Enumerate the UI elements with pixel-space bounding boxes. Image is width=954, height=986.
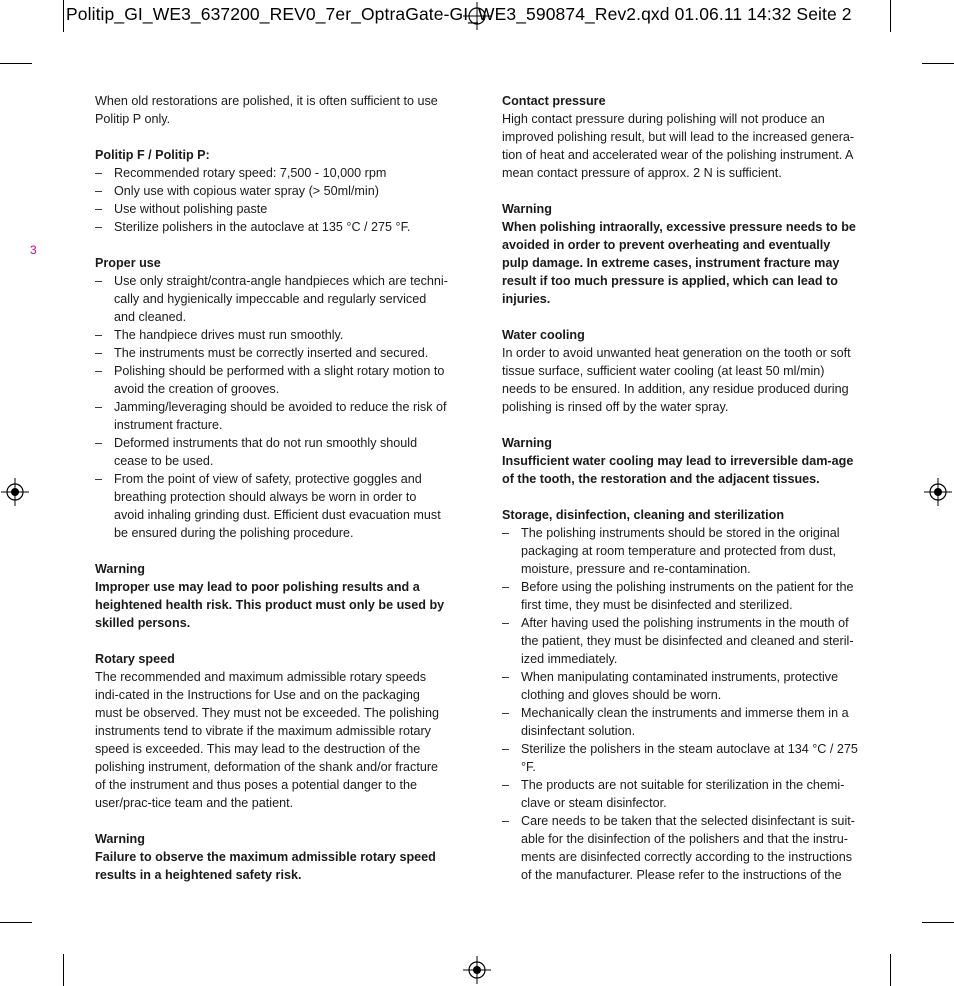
crop-mark: [0, 63, 32, 64]
list-item: – Care needs to be taken that the selected disinfectant is suit-able for the disinfection of the polishers and that the instru-ments are disinfected correctly according to the instructions of the manufacturer. Please refer to the instructions of the: [502, 812, 858, 884]
list-item: – From the point of view of safety, protective goggles and breathing protection should always be worn in order to avoid inhaling grinding dust. Efficient dust evacuation must be ensured during the polishing procedure.: [95, 470, 450, 542]
list-item: – Sterilize polishers in the autoclave at 135 °C / 275 °F.: [95, 218, 450, 236]
list-item: – Deformed instruments that do not run smoothly should cease to be used.: [95, 434, 450, 470]
politip-heading: Politip F / Politip P:: [95, 148, 210, 162]
list-item: – The handpiece drives must run smoothly.: [95, 326, 450, 344]
crop-mark: [922, 922, 954, 923]
registration-mark-icon: [924, 478, 952, 506]
storage-heading: Storage, disinfection, cleaning and sterilization: [502, 508, 785, 522]
list-item: – Only use with copious water spray (> 50ml/min): [95, 182, 450, 200]
crop-mark: [922, 63, 954, 64]
water-cooling-paragraph: In order to avoid unwanted heat generation on the tooth or soft tissue surface, sufficient water cooling (at least 50 ml/min) needs to be ensured. In addition, any residue produced during polishing is rinsed off by the water spray.: [502, 346, 851, 414]
warning-text: Improper use may lead to poor polishing results and a heightened health risk. This product must only be used by skilled persons.: [95, 580, 445, 630]
left-column: [95, 92, 450, 884]
side-color-mark: 3: [30, 243, 37, 257]
list-item: – Use only straight/contra-angle handpieces which are techni-cally and hygienically impeccable and regularly serviced and cleaned.: [95, 272, 450, 326]
proper-use-heading: Proper use: [95, 256, 161, 270]
politip-list: [95, 164, 450, 236]
contact-pressure-paragraph: High contact pressure during polishing will not produce an improved polishing result, but will lead to the increased genera-tion of heat and accelerated wear of the polishing instrument. A mean contact pressure of approx. 2 N is sufficient.: [502, 112, 855, 180]
list-item: – When manipulating contaminated instruments, protective clothing and gloves should be worn.: [502, 668, 858, 704]
warning-text: Failure to observe the maximum admissible rotary speed results in a heightened safety risk.: [95, 850, 436, 882]
registration-mark-icon: [1, 478, 29, 506]
list-item: – The polishing instruments should be stored in the original packaging at room temperature and protected from dust, moisture, pressure and re-contamination.: [502, 524, 858, 578]
warning-heading: Warning: [95, 832, 145, 846]
list-item: – Mechanically clean the instruments and immerse them in a disinfectant solution.: [502, 704, 858, 740]
right-column: [502, 92, 858, 884]
file-slug-header: Politip_GI_WE3_637200_REV0_7er_OptraGate-GI_WE3_590874_Rev2.qxd 01.06.11 14:32 Seite 2: [66, 4, 852, 24]
list-item: – Before using the polishing instruments on the patient for the first time, they must be disinfected and sterilized.: [502, 578, 858, 614]
water-cooling-heading: Water cooling: [502, 328, 585, 342]
list-item: – Sterilize the polishers in the steam autoclave at 134 °C / 275 °F.: [502, 740, 858, 776]
proper-use-list: [95, 272, 450, 542]
storage-list: [502, 524, 858, 884]
crop-mark: [0, 922, 32, 923]
crop-mark: [890, 0, 891, 32]
registration-mark-icon: [463, 2, 491, 30]
crop-mark: [63, 954, 64, 986]
warning-heading: Warning: [502, 436, 552, 450]
list-item: – Polishing should be performed with a slight rotary motion to avoid the creation of grooves.: [95, 362, 450, 398]
intro-paragraph: When old restorations are polished, it is often sufficient to use Politip P only.: [95, 94, 438, 126]
crop-mark: [890, 954, 891, 986]
crop-mark: [63, 0, 64, 32]
warning-heading: Warning: [502, 202, 552, 216]
list-item: – The instruments must be correctly inserted and secured.: [95, 344, 450, 362]
registration-mark-icon: [463, 956, 491, 984]
list-item: – Recommended rotary speed: 7,500 - 10,000 rpm: [95, 164, 450, 182]
warning-heading: Warning: [95, 562, 145, 576]
list-item: – Jamming/leveraging should be avoided to reduce the risk of instrument fracture.: [95, 398, 450, 434]
warning-text: Insufficient water cooling may lead to irreversible dam-age of the tooth, the restoration and the adjacent tissues.: [502, 454, 854, 486]
list-item: – Use without polishing paste: [95, 200, 450, 218]
warning-text: When polishing intraorally, excessive pressure needs to be avoided in order to prevent overheating and eventually pulp damage. In extreme cases, instrument fracture may result if too much pressure is applied, which can lead to injuries.: [502, 220, 856, 306]
list-item: – After having used the polishing instruments in the mouth of the patient, they must be disinfected and cleaned and steril-ized immediately.: [502, 614, 858, 668]
rotary-speed-heading: Rotary speed: [95, 652, 175, 666]
contact-pressure-heading: Contact pressure: [502, 94, 606, 108]
list-item: – The products are not suitable for sterilization in the chemi-clave or steam disinfector.: [502, 776, 858, 812]
rotary-speed-paragraph: The recommended and maximum admissible rotary speeds indi-cated in the Instructions for Use and on the packaging must be observed. They must not be exceeded. The polishing instruments tend to vibrate if the maximum admissible rotary speed is exceeded. This may lead to the destruction of the polishing instrument, deformation of the shank and/or fracture of the instrument and thus poses a potential danger to the user/prac-tice team and the patient.: [95, 670, 439, 810]
